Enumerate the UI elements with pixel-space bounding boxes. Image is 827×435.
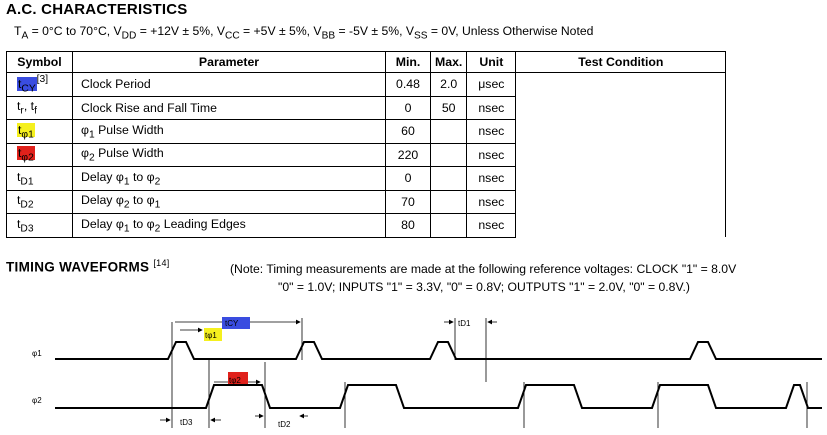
- symbol-cell: [7, 143, 73, 167]
- symbol-cell: $t_{CY}[3]$: [7, 73, 73, 97]
- timing-waveform-diagram: [0, 300, 827, 435]
- highlight-yellow: $t_{\varphi 1}$: [18, 122, 34, 140]
- min-cell: 220: [386, 143, 431, 167]
- header-symbol: Symbol: [7, 52, 73, 73]
- header-parameter: Parameter: [73, 52, 386, 73]
- symbol-cell: $t_{D3}$: [7, 214, 73, 238]
- tphi2-label: tφ2: [229, 376, 241, 385]
- tcy-label: tCY: [225, 319, 239, 328]
- note-line-1: (Note: Timing measurements are made at the following reference voltages: CLOCK "1" = 8.0V: [230, 262, 737, 276]
- timing-annotations: [160, 317, 497, 429]
- header-unit: Unit: [467, 52, 516, 73]
- max-cell: [431, 214, 467, 238]
- header-test-condition: Test Condition: [516, 52, 726, 73]
- min-cell: 80: [386, 214, 431, 238]
- test-condition-cell: [516, 73, 726, 238]
- td2-label: tD2: [278, 420, 291, 429]
- td3-label: tD3: [180, 418, 193, 427]
- unit-cell: nsec: [467, 167, 516, 191]
- min-cell: 0: [386, 167, 431, 191]
- header-min: Min.: [386, 52, 431, 73]
- max-cell: 50: [431, 96, 467, 120]
- page-title: A.C. CHARACTERISTICS: [6, 1, 188, 18]
- parameter-cell: $\varphi_1$ Pulse Width: [73, 120, 386, 144]
- unit-cell: nsec: [467, 214, 516, 238]
- unit-cell: nsec: [467, 190, 516, 214]
- highlight-blue: $t_{CY}$: [18, 76, 36, 95]
- symbol-cell: $t_{D2}$: [7, 190, 73, 214]
- header-max: Max.: [431, 52, 467, 73]
- parameter-cell: $\varphi_2$ Pulse Width: [73, 143, 386, 167]
- parameter-cell: Delay $\varphi_1$ to $\varphi_2$: [73, 167, 386, 191]
- symbol-cell: [7, 120, 73, 144]
- min-cell: 60: [386, 120, 431, 144]
- symbol-cell: $t_{D1}$: [7, 167, 73, 191]
- symbol-cell: $t_r$, $t_f$: [7, 96, 73, 120]
- operating-conditions: $T_A = 0^\circ C$ to 70°C, $V_{DD} = +12V \pm 5\%$, $V_{CC} = +5V \pm 5\%$, $V_{BB} = -5V \pm 5\%$, $V_{SS} = 0V$, Unless Otherwise Noted: [14, 24, 594, 42]
- td1-label: tD1: [458, 319, 471, 328]
- min-cell: 0.48: [386, 73, 431, 97]
- unit-cell: nsec: [467, 120, 516, 144]
- reference-lines: [172, 318, 807, 428]
- parameter-cell: Delay $\varphi_2$ to $\varphi_1$: [73, 190, 386, 214]
- max-cell: [431, 120, 467, 144]
- unit-cell: μsec: [467, 73, 516, 97]
- max-cell: 2.0: [431, 73, 467, 97]
- min-cell: 70: [386, 190, 431, 214]
- unit-cell: nsec: [467, 143, 516, 167]
- max-cell: [431, 190, 467, 214]
- max-cell: [431, 167, 467, 191]
- phi2-waveform: [55, 385, 822, 408]
- table-header-row: [7, 52, 726, 73]
- min-cell: 0: [386, 96, 431, 120]
- unit-cell: nsec: [467, 96, 516, 120]
- table-row: [7, 73, 726, 97]
- phi2-signal-label: φ2: [32, 396, 42, 405]
- phi1-signal-label: φ1: [32, 349, 42, 358]
- max-cell: [431, 143, 467, 167]
- ac-characteristics-table: [6, 51, 726, 238]
- tphi1-label: tφ1: [205, 331, 217, 340]
- timing-waveforms-title: TIMING WAVEFORMS [14]: [6, 258, 170, 275]
- parameter-cell: Delay $\varphi_1$ to $\varphi_2$ Leading Edges: [73, 214, 386, 238]
- parameter-cell: Clock Period: [73, 73, 386, 97]
- highlight-red: $t_{\varphi 2}$: [18, 146, 34, 164]
- note-line-2: "0" = 1.0V; INPUTS "1" = 3.3V, "0" = 0.8V; OUTPUTS "1" = 2.0V, "0" = 0.8V.): [278, 280, 690, 294]
- phi1-waveform: [55, 342, 822, 359]
- parameter-cell: Clock Rise and Fall Time: [73, 96, 386, 120]
